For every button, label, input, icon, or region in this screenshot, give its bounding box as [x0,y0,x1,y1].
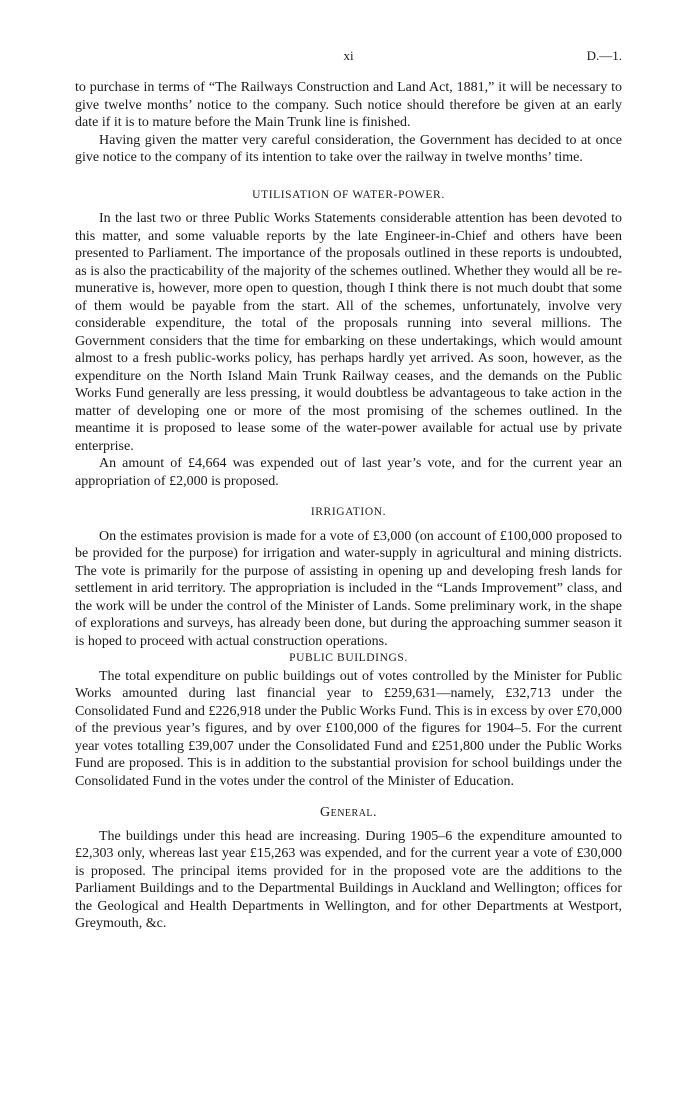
intro-paragraph-2: Having given the matter very careful consideration, the Government has decided to at once give notice to the company of its intention to take over the railway in twelve months’ time. [75,132,622,165]
general-heading: General. [319,805,378,820]
irrigation-paragraph: On the estimates provision is made for a vote of £3,000 (on account of £100,000 proposed to be provided for the purpose) for irrigation and water-supply in agricultural and mining districts. The vote is primarily for the purpose of assisting in opening up and developing fresh lands for settlement in arid territory. The appropriation is included in the “Lands Improvement” class, and the work will be under the control of the Minister of Lands. Some preliminary work, in the shape of explorations and surveys, has already been done, but during the approaching summer season it is hoped to proceed with actual construction operations. [75,528,622,649]
intro-paragraph-1: to purchase in terms of “The Railways Construction and Land Act, 1881,” it will be necessary to give twelve months’ notice to the company. Such notice should therefore be given at an early date if it is to mature before the Main Trunk line is finished. [75,80,622,130]
page-header [75,48,622,68]
page-number: xi [343,48,354,63]
general-paragraph: The buildings under this head are increasing. During 1905–6 the expenditure amounted to £2,303 only, whereas last year £15,263 was expended, and for the current year a vote of £30,000 is proposed. The principal items provided for in the proposed vote are the additions to the Parliament Buildings and to the Departmental Buildings in Auckland and Wellington; offices for the Geological and Health Departments in Wellington, and for other Departments at Westport, Greymouth, &c. [75,828,622,931]
public-buildings-paragraph: The total expenditure on public buildings out of votes controlled by the Minister for Public Works amounted during last financial year to £259,631—namely, £32,713 under the Consolidated Fund and £226,918 under the Public Works Fund. This is in excess by over £70,000 of the previous year’s figures, and by over £100,000 of the figures for 1904–5. For the current year votes totalling £39,007 under the Consolidated Fund and £251,800 under the Public Works Fund are proposed. This is in addition to the substantial provision for school buildings under the Consolidated Fund in the votes under the control of the Minister of Education. [75,668,622,789]
page-body [75,79,622,933]
public-buildings-heading: PUBLIC BUILDINGS. [289,652,408,664]
water-power-paragraph-2: An amount of £4,664 was expended out of last year’s vote, and for the current year an appropriation of £2,000 is proposed. [75,456,622,489]
document-reference: D.—1. [586,48,622,63]
water-power-paragraph-1: In the last two or three Public Works Statements considerable attention has been devoted to this matter, and some valuable reports by the late Engineer-in-Chief and others have been presented to Parliament. The importance of the proposals outlined in these reports is undoubted, as is also the practicability of the majority of the schemes outlined. Whether they would all be remunerative is, however, more open to question, though I think there is not much doubt that some of them would be payable from the start. All of the schemes, unfortunately, involve very considerable expenditure, the total of the proposals running into several millions. The Government considers that the time for embarking on these undertakings, which would amount almost to a fresh public-works policy, has perhaps hardly yet arrived. As soon, however, as the expenditure on the North Island Main Trunk Railway ceases, and the demands on the Public Works Fund generally are less pressing, it would doubtless be advantageous to take action in the matter of developing one or more of the most promising of the schemes outlined. In the meantime it is proposed to lease some of the water-power available for actual use by private enterprise. [75,211,622,454]
irrigation-heading: IRRIGATION. [310,506,387,518]
water-power-heading: UTILISATION OF WATER-POWER. [252,188,445,201]
